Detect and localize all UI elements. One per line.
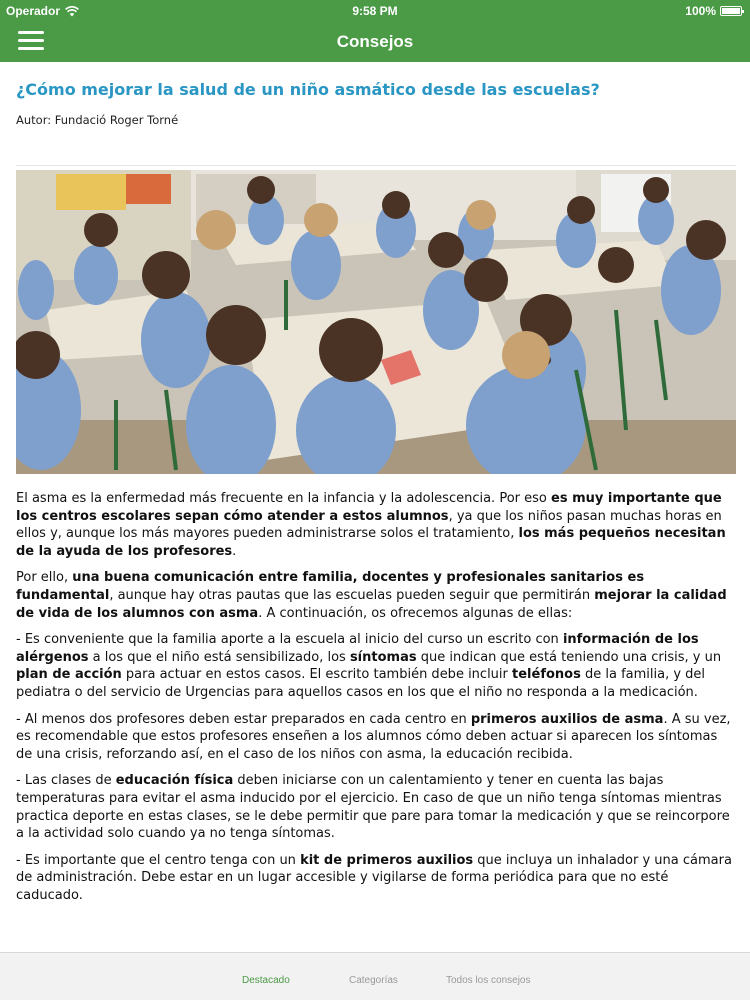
article-body [16, 490, 734, 913]
bold-text: síntomas [349, 649, 417, 665]
text-segment: - Al menos dos profesores deben estar preparados en cada centro en [16, 711, 471, 727]
article-paragraph [16, 631, 734, 701]
tab-todos-los-consejos[interactable]: Todos los consejos [446, 975, 531, 986]
article-paragraph [16, 569, 734, 622]
status-time: 9:58 PM [352, 4, 398, 18]
text-segment: - Es importante que el centro tenga con un [16, 852, 301, 868]
article-paragraph [16, 852, 734, 905]
text-segment: . A su vez, es recomendable que estos profesores enseñen a los alumnos cómo deben actuar si aparecen los síntomas de una crisis, reforzando así, en el caso de los niños con asma, la educación recibida. [16, 711, 731, 762]
text-segment: El asma es la enfermedad más frecuente en la infancia y la adolescencia. Por eso [16, 491, 551, 506]
battery-icon [720, 6, 742, 16]
article-title: ¿Cómo mejorar la salud de un niño asmático desde las escuelas? [16, 80, 600, 99]
status-bar [0, 0, 750, 22]
text-segment: a los que el niño está sensibilizado, los [88, 649, 350, 665]
text-segment: para actuar en estos casos. El escrito también debe incluir [121, 667, 513, 683]
bold-text: una buena comunicación entre familia, docentes y profesionales sanitarios es fundamental [16, 570, 645, 603]
text-segment: de la familia, y del pediatra o del servicio de Urgencias para aquellos casos en los que el niño no responda a la medicación. [16, 667, 706, 700]
text-segment: . A continuación, os ofrecemos algunas de ellas: [258, 605, 573, 621]
tab-bar [0, 952, 750, 1000]
battery-percent: 100% [685, 4, 716, 18]
text-segment: . [232, 543, 237, 559]
text-segment: deben iniciarse con un calentamiento y tener en cuenta las bajas temperaturas para evitar el asma inducido por el ejercicio. En caso de que un niño tenga síntomas mientras practica deporte en estas clases, se le debe permitir que pare para tomar la medicación y que se reincorpore a la actividad solo cuando ya no tenga síntomas. [16, 773, 730, 842]
bold-text: mejorar la calidad de vida de los alumnos con asma [16, 587, 727, 621]
text-segment: que incluya un inhalador y una cámara de administración. Debe estar en un lugar accesible y vigilarse de forma periódica para que no esté caducado. [16, 852, 732, 903]
bold-text: es muy importante que los centros escolares sepan cómo atender a estos alumnos [16, 491, 722, 524]
bold-text: kit de primeros auxilios [300, 852, 474, 868]
bold-text: los más pequeños necesitan de la ayuda de los profesores [16, 526, 726, 559]
tab-categorias[interactable]: Categorías [349, 975, 398, 986]
bold-text: información de los alérgenos [16, 632, 699, 665]
divider [16, 165, 736, 166]
text-segment: Por ello, [16, 570, 73, 586]
bold-text: primeros auxilios de asma [470, 711, 664, 727]
article-scroll-view[interactable] [0, 62, 750, 952]
tab-destacado[interactable]: Destacado [242, 975, 290, 986]
battery-group [685, 4, 742, 18]
page-title: Consejos [336, 32, 414, 51]
text-segment: que indican que está teniendo una crisis, y un [416, 649, 722, 665]
article-paragraph [16, 490, 734, 560]
text-segment: - Es conveniente que la familia aporte a la escuela al inicio del curso un escrito con [16, 632, 563, 648]
bold-text: teléfonos [512, 667, 581, 683]
classroom-illustration [16, 170, 736, 474]
classroom-photo [16, 170, 736, 474]
article-author: Autor: Fundació Roger Torné [16, 113, 179, 127]
text-segment: - Las clases de [16, 773, 116, 789]
navigation-bar [0, 22, 750, 62]
bold-text: educación física [115, 773, 234, 789]
text-segment: , ya que los niños pasan muchas horas en ellos y, aunque los más mayores pueden administrarse solos el tratamiento, [16, 508, 722, 542]
carrier-name: Operador [6, 4, 61, 18]
text-segment: , aunque hay otras pautas que las escuelas pueden seguir que permitirán [109, 587, 595, 603]
bold-text: plan de acción [16, 667, 122, 683]
article-paragraph [16, 772, 734, 842]
article-paragraph [16, 711, 734, 764]
